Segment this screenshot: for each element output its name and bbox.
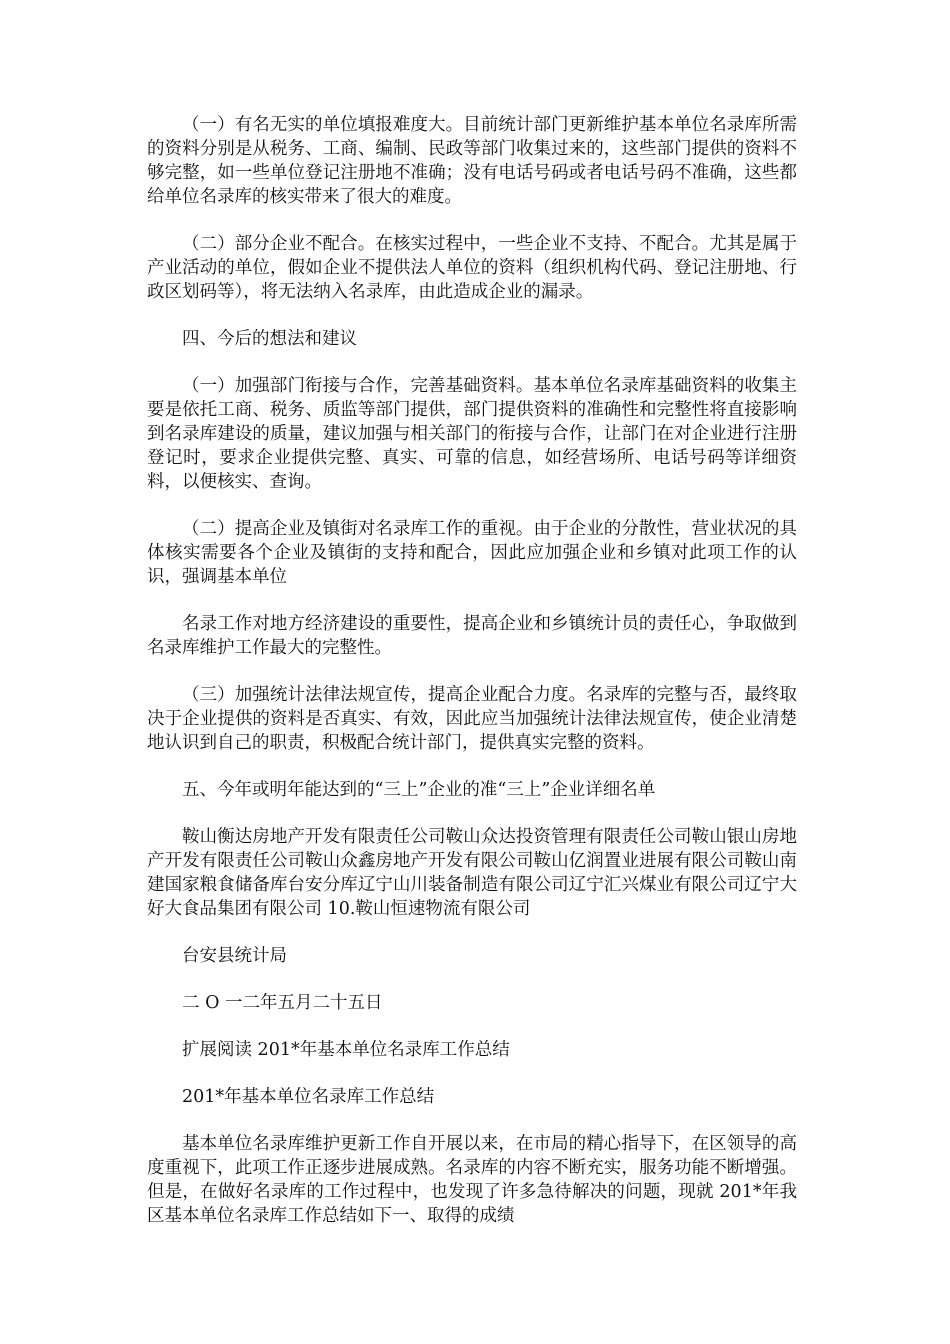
signature-bureau: 台安县统计局 <box>182 946 287 966</box>
paragraph-enterprise-list: 鞍山衡达房地产开发有限责任公司鞍山众达投资管理有限责任公司鞍山银山房地产开发有限责任公司鞍山众鑫房地产开发有限公司鞍山亿润置业进展有限公司鞍山南建国家粮食储备库台安分库辽宁山川装备制造有限公司辽宁汇兴煤业有限公司辽宁大好大食品集团有限公司 10.鞍山恒速物流有限公司 <box>147 827 797 919</box>
paragraph-department-cooperation: （一）加强部门衔接与合作，完善基础资料。基本单位名录库基础资料的收集主要是依托工商、税务、质监等部门提供，部门提供资料的准确性和完整性将直接影响到名录库建设的质量，建议加强与相关部门的衔接与合作，让部门在对企业进行注册登记时，要求企业提供完整、真实、可靠的信息，如经营场所、电话号码等详细资料，以便核实、查询。 <box>147 376 797 492</box>
signature-date: 二 O 一二年五月二十五日 <box>182 993 383 1013</box>
paragraph-difficulty-incomplete-data: （一）有名无实的单位填报难度大。目前统计部门更新维护基本单位名录库所需的资料分别是从税务、工商、编制、民政等部门收集过来的，这些部门提供的资料不够完整，如一些单位登记注册地不准确；没有电话号码或者电话号码不准确，这些都给单位名录库的核实带来了很大的难度。 <box>147 115 797 207</box>
paragraph-enterprise-noncooperation: （二）部分企业不配合。在核实过程中，一些企业不支持、不配合。尤其是属于产业活动的单位，假如企业不提供法人单位的资料（组织机构代码、登记注册地、行政区划码等），将无法纳入名录库，由此造成企业的漏录。 <box>147 234 797 302</box>
paragraph-responsibility: 名录工作对地方经济建设的重要性，提高企业和乡镇统计员的责任心，争取做到名录库维护工作最大的完整性。 <box>147 614 797 658</box>
section-heading-suggestions: 四、今后的想法和建议 <box>182 329 357 349</box>
paragraph-raise-attention: （二）提高企业及镇街对名录库工作的重视。由于企业的分散性，营业状况的具体核实需要各个企业及镇街的支持和配合，因此应加强企业和乡镇对此项工作的认识，强调基本单位 <box>147 519 797 587</box>
section-heading-enterprise-list: 五、今年或明年能达到的“三上”企业的准“三上”企业详细名单 <box>182 780 656 800</box>
document-body <box>147 113 797 1251</box>
summary-title: 201*年基本单位名录库工作总结 <box>182 1087 435 1107</box>
paragraph-summary-intro: 基本单位名录库维护更新工作自开展以来，在市局的精心指导下，在区领导的高度重视下，此项工作正逐步进展成熟。名录库的内容不断充实，服务功能不断增强。但是，在做好名录库的工作过程中，也发现了许多急待解决的问题，现就 201*年我区基本单位名录库工作总结如下一、取得的成绩 <box>147 1134 797 1226</box>
extended-reading-title: 扩展阅读 201*年基本单位名录库工作总结 <box>182 1040 510 1060</box>
paragraph-law-publicity: （三）加强统计法律法规宣传，提高企业配合力度。名录库的完整与否，最终取决于企业提供的资料是否真实、有效，因此应当加强统计法律法规宣传，使企业清楚地认识到自己的职责，积极配合统计部门，提供真实完整的资料。 <box>147 685 797 753</box>
